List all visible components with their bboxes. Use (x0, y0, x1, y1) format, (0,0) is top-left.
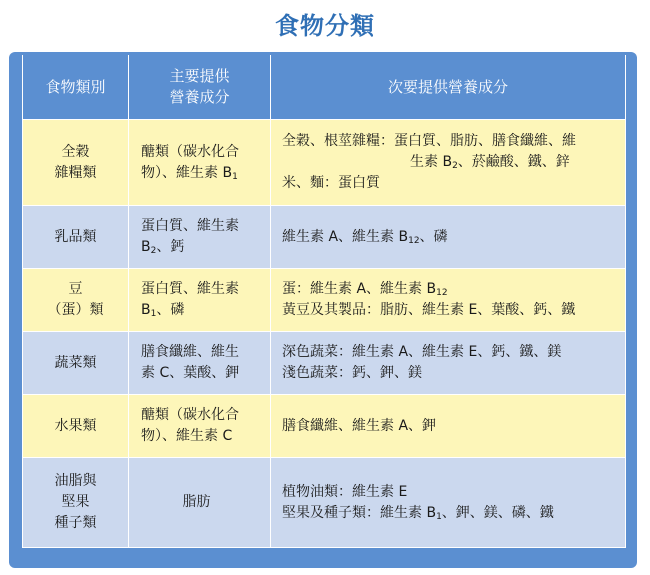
category-text: 油脂與 (54, 473, 97, 489)
sub-text: 堅果及種子類：維生素 B (282, 504, 437, 521)
table-row (23, 269, 626, 332)
table-row (23, 458, 626, 548)
sub-text: 維生素 A、維生素 B (282, 228, 409, 245)
sub-nutrients-cell (271, 206, 626, 269)
category-text: 水果類 (54, 417, 97, 434)
main-text: 膳食纖維、維生 (141, 344, 239, 360)
main-text: 物）、維生素 B (141, 164, 233, 181)
header-main-line2: 營養成分 (169, 88, 230, 106)
header-category: 食物類別 (23, 55, 129, 120)
main-nutrients-cell (129, 269, 271, 332)
table-frame (9, 52, 637, 568)
subscript: 1 (436, 511, 442, 522)
category-text: 種子類 (54, 515, 97, 531)
main-nutrients-cell (129, 206, 271, 269)
category-text: 乳品類 (54, 228, 97, 245)
category-cell (23, 206, 129, 269)
table-row (23, 206, 626, 269)
sub-text: 蛋：維生素 A、維生素 B (282, 281, 437, 297)
header-sub-nutrients: 次要提供營養成分 (271, 55, 626, 120)
category-text: 蔬菜類 (54, 354, 97, 371)
category-text: 全穀 (61, 143, 90, 160)
main-text: 脂肪 (182, 494, 211, 510)
main-nutrients-cell (129, 332, 271, 395)
category-cell (23, 332, 129, 395)
sub-text: 、磷 (419, 228, 448, 245)
category-cell (23, 120, 129, 206)
sub-nutrients-cell (271, 395, 626, 458)
table-row (23, 395, 626, 458)
category-cell (23, 458, 129, 548)
subscript: 1 (232, 171, 238, 182)
sub-text: 全穀、根莖雜糧：蛋白質、脂肪、膳食纖維、維 (282, 133, 576, 149)
subscript: 12 (408, 235, 420, 246)
sub-text: 黃豆及其製品：脂肪、維生素 E、葉酸、鈣、鐵 (282, 302, 576, 318)
main-text: 、鈣 (156, 239, 185, 255)
category-cell (23, 395, 129, 458)
table-row (23, 120, 626, 206)
main-text: B (141, 239, 151, 255)
subscript: 2 (452, 161, 458, 171)
subscript: 1 (150, 309, 157, 319)
subscript: 2 (150, 246, 157, 256)
page-title: 食物分類 (275, 12, 375, 40)
food-category-table (22, 55, 626, 548)
sub-text: 、鉀、鎂、磷、鐵 (441, 504, 554, 521)
main-text: 、磷 (156, 302, 185, 318)
table-row (23, 332, 626, 395)
subscript: 12 (436, 288, 448, 298)
sub-text: 深色蔬菜：維生素 A、維生素 E、鈣、鐵、鎂 (282, 344, 562, 360)
main-text: 醣類（碳水化合 (141, 407, 239, 423)
main-text: 醣類（碳水化合 (141, 143, 239, 160)
category-cell (23, 269, 129, 332)
category-text: 堅果 (61, 494, 90, 510)
category-text: 雜糧類 (54, 164, 97, 181)
sub-text: 生素 B (410, 154, 453, 170)
main-text: 蛋白質、維生素 (141, 218, 239, 234)
category-text: （蛋）類 (47, 302, 104, 318)
header-main-nutrients (129, 55, 271, 120)
main-text: B (141, 302, 151, 318)
main-text: 物）、維生素 C (141, 428, 233, 444)
category-text: 豆 (68, 281, 83, 297)
main-nutrients-cell (129, 458, 271, 548)
sub-text: 植物油類：維生素 E (282, 483, 408, 500)
sub-text: 淺色蔬菜：鈣、鉀、鎂 (282, 365, 422, 381)
sub-text: 米、麵：蛋白質 (282, 175, 380, 191)
table-header-row (23, 55, 626, 120)
header-main-line1: 主要提供 (169, 67, 230, 85)
sub-nutrients-cell (271, 269, 626, 332)
main-nutrients-cell (129, 120, 271, 206)
sub-text: 膳食纖維、維生素 A、鉀 (282, 417, 437, 434)
main-text: 素 C、葉酸、鉀 (141, 365, 240, 381)
sub-nutrients-cell (271, 458, 626, 548)
main-nutrients-cell (129, 395, 271, 458)
sub-text: 、菸鹼酸、鐵、鋅 (457, 154, 570, 170)
sub-nutrients-cell (271, 332, 626, 395)
sub-nutrients-cell (271, 120, 626, 206)
main-text: 蛋白質、維生素 (141, 281, 239, 297)
